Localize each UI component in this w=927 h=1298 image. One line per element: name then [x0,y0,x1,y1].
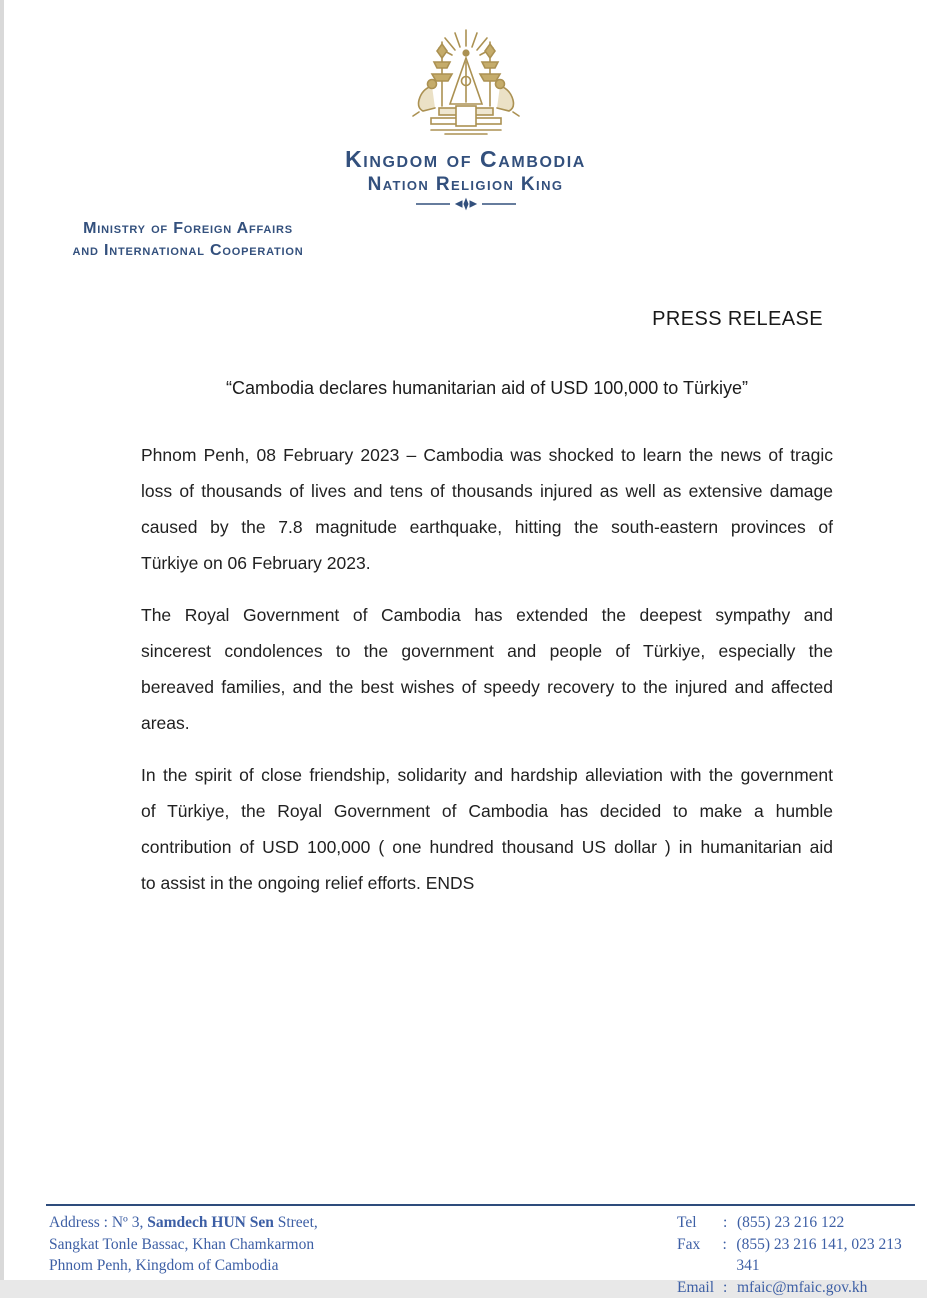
body-text [141,437,833,917]
paragraph-line: Türkiye on 06 February 2023. [141,545,833,581]
footer-divider [46,1204,915,1206]
footer-contacts [677,1212,927,1298]
paragraph-line: of Türkiye, the Royal Government of Cambodia has decided to make a humble [141,793,833,829]
paragraph-line: loss of thousands of lives and tens of thousands injured as well as extensive damage [141,473,833,509]
royal-arms-of-cambodia-icon [4,26,927,144]
paragraph-line: areas. [141,705,833,741]
contact-value: (855) 23 216 141, 023 213 341 [736,1234,927,1277]
contact-row-fax [677,1234,927,1277]
contact-value: (855) 23 216 122 [737,1212,844,1234]
paragraph-line: contribution of USD 100,000 ( one hundred thousand US dollar ) in humanitarian aid [141,829,833,865]
contact-colon: : [723,1234,737,1277]
address-line-3: Phnom Penh, Kingdom of Cambodia [49,1255,318,1277]
contact-value: mfaic@mfaic.gov.kh [737,1277,867,1298]
ministry-line-1: Ministry of Foreign Affairs [42,218,334,240]
paragraph-line: caused by the 7.8 magnitude earthquake, hitting the south-eastern provinces of [141,509,833,545]
ministry-name [42,218,334,262]
paragraph [141,757,833,901]
paragraph-line: The Royal Government of Cambodia has extended the deepest sympathy and [141,597,833,633]
paragraph-line: sincerest condolences to the government and people of Türkiye, especially the [141,633,833,669]
contact-label: Tel [677,1212,723,1234]
divider-ornament-icon [4,198,927,210]
paragraph-line: Phnom Penh, 08 February 2023 – Cambodia was shocked to learn the news of tragic [141,437,833,473]
ministry-line-2: and International Cooperation [42,240,334,262]
contact-colon: : [723,1277,737,1298]
address-bold-street: Samdech HUN Sen [147,1214,274,1231]
paragraph-line: to assist in the ongoing relief efforts. ENDS [141,865,833,901]
paragraph-line: bereaved families, and the best wishes of speedy recovery to the injured and affected [141,669,833,705]
contact-row-tel [677,1212,927,1234]
paragraph [141,437,833,581]
kingdom-title: Kingdom of Cambodia [4,146,927,173]
address-line-1: Address : Nº 3, Samdech HUN Sen Street, [49,1212,318,1234]
paragraph-line: In the spirit of close friendship, solidarity and hardship alleviation with the government [141,757,833,793]
paragraph [141,597,833,741]
footer-address [49,1212,318,1277]
contact-colon: : [723,1212,737,1234]
contact-row-email [677,1277,927,1298]
contact-label: Fax [677,1234,723,1277]
contact-label: Email [677,1277,723,1298]
national-motto: Nation Religion King [4,174,927,196]
document-type-heading: PRESS RELEASE [652,308,823,331]
address-line-2: Sangkat Tonle Bassac, Khan Chamkarmon [49,1234,318,1256]
document-title: “Cambodia declares humanitarian aid of USD 100,000 to Türkiye” [141,378,833,399]
